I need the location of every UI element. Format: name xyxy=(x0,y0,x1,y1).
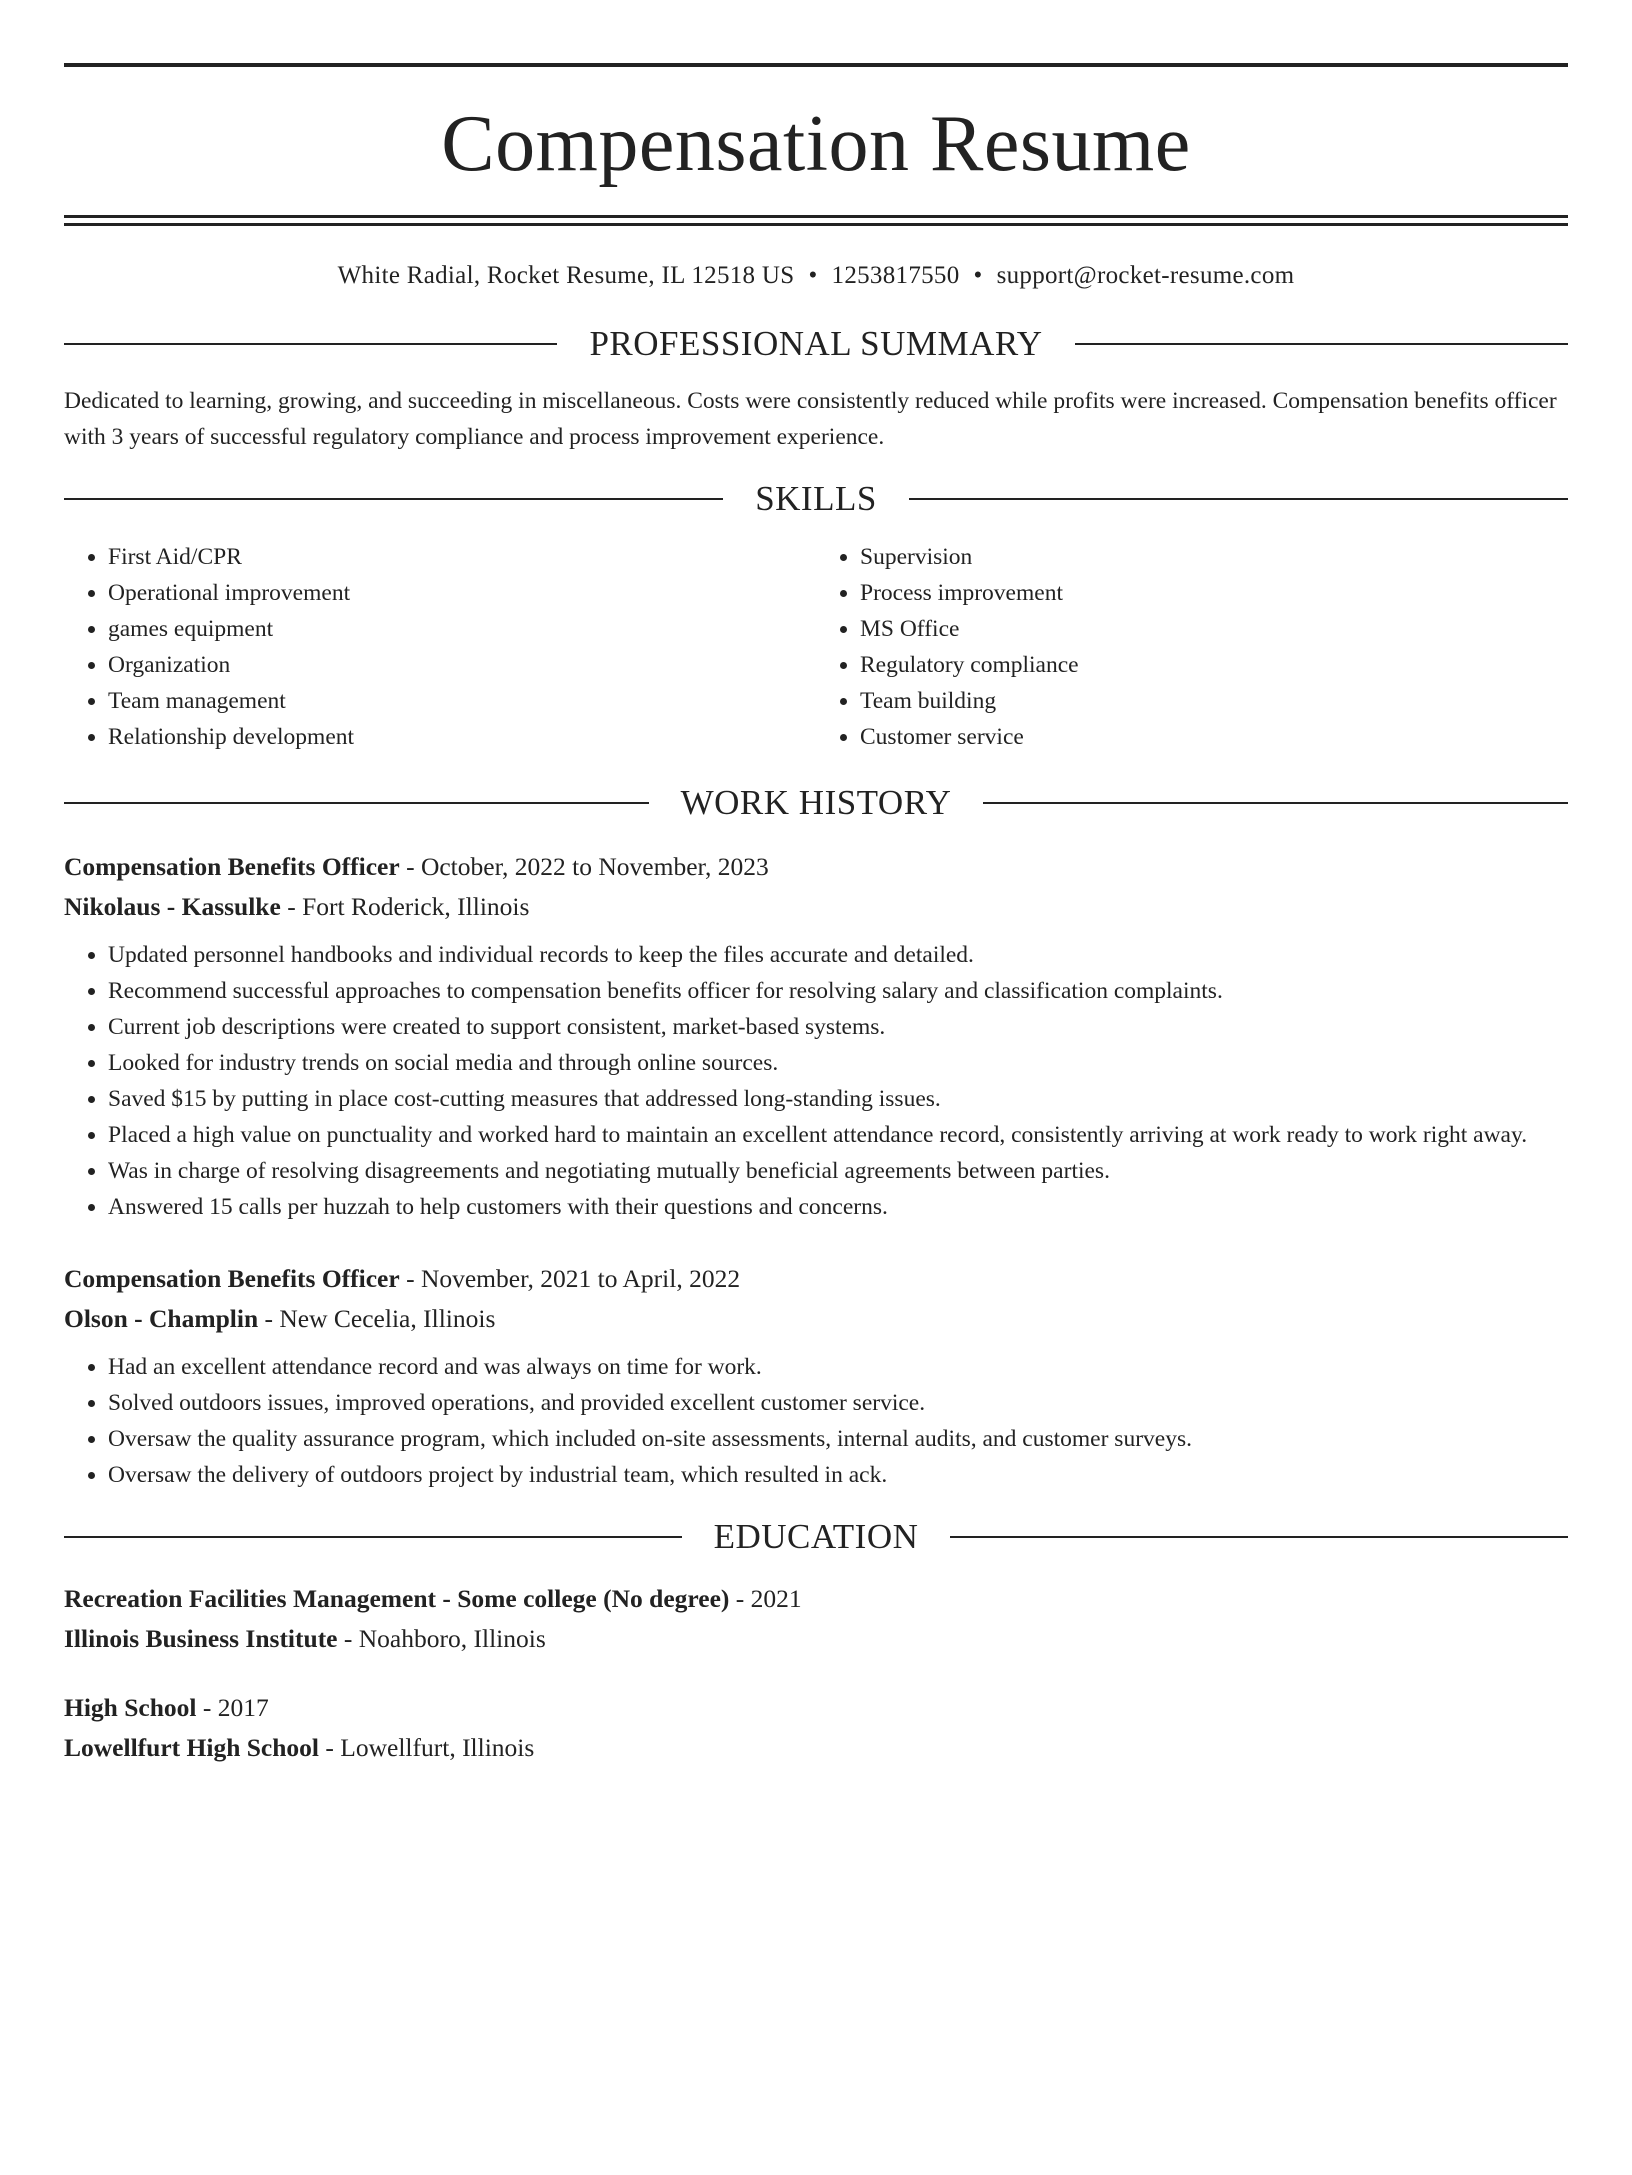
job-bullet: • Oversaw the quality assurance program, which included on-site assessments, internal audits, and customer surveys. xyxy=(108,1421,1568,1457)
job-bullet: • Placed a high value on punctuality and worked hard to maintain an excellent attendance record, consistently arriving at work ready to work right away. xyxy=(108,1117,1568,1153)
skill-item: • Team building xyxy=(860,683,1568,719)
skill-item: • Regulatory compliance xyxy=(860,647,1568,683)
job-bullets xyxy=(64,937,1568,1225)
job-bullet: • Oversaw the delivery of outdoors project by industrial team, which resulted in ack. xyxy=(108,1457,1568,1493)
education-school-line xyxy=(64,1728,1568,1768)
contact-phone: 1253817550 xyxy=(831,262,960,289)
skill-item: • MS Office xyxy=(860,611,1568,647)
heading-rule xyxy=(950,1536,1568,1538)
resume-title: Compensation Resume xyxy=(441,100,1191,188)
section-title: SKILLS xyxy=(755,479,877,518)
dash: - xyxy=(399,852,421,881)
contact-separator: • xyxy=(808,262,818,289)
job-bullet: • Saved $15 by putting in place cost-cutting measures that addressed long-standing issues. xyxy=(108,1081,1568,1117)
heading-rule xyxy=(64,1536,682,1538)
section-heading-work-history xyxy=(64,783,1568,823)
job-dates: November, 2021 to April, 2022 xyxy=(420,1264,741,1293)
education-year: 2017 xyxy=(217,1693,269,1722)
education-school: Illinois Business Institute xyxy=(64,1624,338,1653)
education-degree-line xyxy=(64,1688,1568,1728)
education-degree: High School xyxy=(64,1693,197,1722)
skills-column-right xyxy=(816,539,1568,755)
skill-item: • Customer service xyxy=(860,719,1568,755)
job-dates: October, 2022 to November, 2023 xyxy=(420,852,769,881)
contact-email: support@rocket-resume.com xyxy=(996,262,1295,289)
section-heading-summary xyxy=(64,324,1568,364)
section-heading-education xyxy=(64,1517,1568,1557)
education-school: Lowellfurt High School xyxy=(64,1733,320,1762)
skill-item: • Operational improvement xyxy=(108,575,816,611)
work-entry xyxy=(64,1259,1568,1493)
job-bullet: • Updated personnel handbooks and individual records to keep the files accurate and detailed. xyxy=(108,937,1568,973)
skill-item: • First Aid/CPR xyxy=(108,539,816,575)
skills-column-left xyxy=(64,539,816,755)
header-top-rule xyxy=(64,63,1568,67)
job-bullet: • Had an excellent attendance record and was always on time for work. xyxy=(108,1349,1568,1385)
education-entry xyxy=(64,1579,1568,1659)
job-location: New Cecelia, Illinois xyxy=(279,1304,496,1333)
job-title-line xyxy=(64,847,1568,887)
skills-list xyxy=(64,539,1568,755)
job-company: Olson - Champlin xyxy=(64,1304,259,1333)
contact-line xyxy=(64,261,1568,291)
education-degree-line xyxy=(64,1579,1568,1619)
education-location: Lowellfurt, Illinois xyxy=(340,1733,535,1762)
job-bullet: • Solved outdoors issues, improved operations, and provided excellent customer service. xyxy=(108,1385,1568,1421)
education-year: 2021 xyxy=(750,1584,802,1613)
dash: - xyxy=(337,1624,359,1653)
resume-page xyxy=(0,63,1632,2175)
dash: - xyxy=(280,892,303,921)
job-company: Nikolaus - Kassulke xyxy=(64,892,281,921)
heading-rule xyxy=(64,343,557,345)
job-bullet: • Answered 15 calls per huzzah to help customers with their questions and concerns. xyxy=(108,1189,1568,1225)
job-bullet: • Recommend successful approaches to compensation benefits officer for resolving salary and classification complaints. xyxy=(108,973,1568,1009)
education-school-line xyxy=(64,1619,1568,1659)
education-location: Noahboro, Illinois xyxy=(358,1624,546,1653)
dash: - xyxy=(258,1304,280,1333)
job-position: Compensation Benefits Officer xyxy=(64,1264,400,1293)
section-title: WORK HISTORY xyxy=(680,783,952,822)
job-bullet: • Current job descriptions were created to support consistent, market-based systems. xyxy=(108,1009,1568,1045)
heading-rule xyxy=(983,802,1568,804)
skill-item: • Relationship development xyxy=(108,719,816,755)
job-bullet: • Was in charge of resolving disagreements and negotiating mutually beneficial agreements between parties. xyxy=(108,1153,1568,1189)
dash: - xyxy=(729,1584,751,1613)
job-location: Fort Roderick, Illinois xyxy=(302,892,530,921)
contact-separator: • xyxy=(973,262,983,289)
heading-rule xyxy=(64,802,649,804)
dash: - xyxy=(399,1264,421,1293)
skill-item: • Supervision xyxy=(860,539,1568,575)
dash: - xyxy=(196,1693,218,1722)
job-bullet: • Looked for industry trends on social media and through online sources. xyxy=(108,1045,1568,1081)
job-bullets xyxy=(64,1349,1568,1493)
skill-item: • Organization xyxy=(108,647,816,683)
section-title: EDUCATION xyxy=(713,1517,919,1556)
dash: - xyxy=(319,1733,341,1762)
section-heading-skills xyxy=(64,479,1568,519)
job-title-line xyxy=(64,1259,1568,1299)
job-company-line xyxy=(64,1299,1568,1339)
education-entry xyxy=(64,1688,1568,1768)
skill-item: • Process improvement xyxy=(860,575,1568,611)
education-degree: Recreation Facilities Management - Some college (No degree) xyxy=(64,1584,730,1613)
section-title: PROFESSIONAL SUMMARY xyxy=(589,324,1043,363)
header-double-rule xyxy=(64,215,1568,226)
job-company-line xyxy=(64,887,1568,927)
work-entry xyxy=(64,847,1568,1225)
heading-rule xyxy=(64,498,723,500)
skill-item: • games equipment xyxy=(108,611,816,647)
contact-address: White Radial, Rocket Resume, IL 12518 US xyxy=(337,262,795,289)
job-position: Compensation Benefits Officer xyxy=(64,852,400,881)
heading-rule xyxy=(1075,343,1568,345)
skill-item: • Team management xyxy=(108,683,816,719)
heading-rule xyxy=(909,498,1568,500)
summary-text: Dedicated to learning, growing, and succeeding in miscellaneous. Costs were consistently reduced while profits were increased. Compensation benefits officer with 3 years of successful regulatory compliance and process improvement experience. xyxy=(64,388,1557,450)
